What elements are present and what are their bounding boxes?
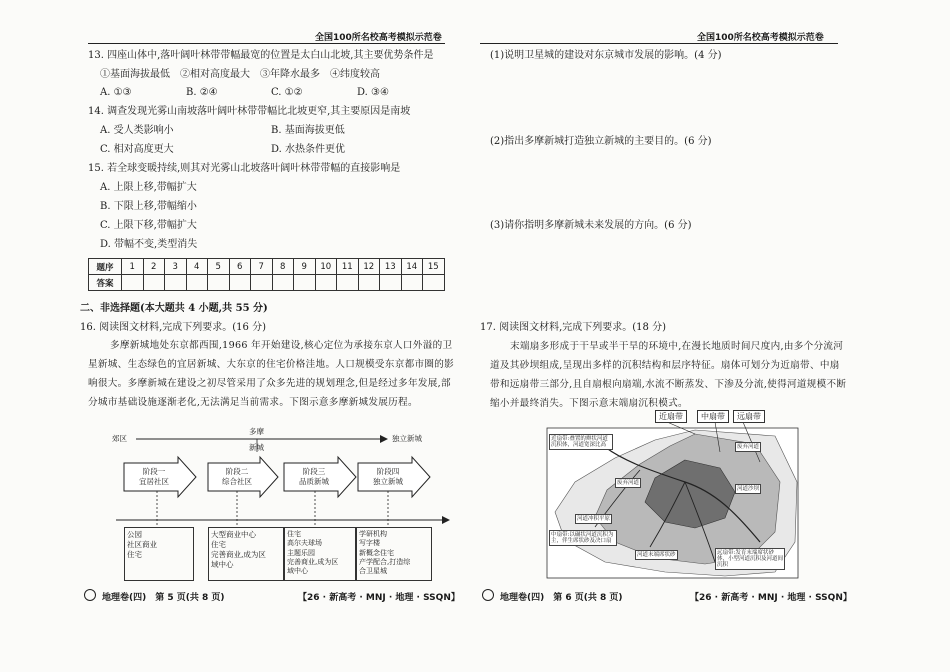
q14-option-c[interactable]: C. 相对高度更大 — [100, 144, 174, 155]
q14-option-d[interactable]: D. 水热条件更优 — [271, 144, 346, 155]
diagram-right-label: 独立新城 — [392, 434, 422, 443]
timeline-arrowhead — [442, 516, 450, 524]
q14-option-b[interactable]: B. 基面海拔更低 — [271, 125, 345, 136]
q13-option-d[interactable]: D. ③④ — [357, 87, 389, 98]
q13-option-b[interactable]: B. ②④ — [186, 87, 218, 98]
answer-table-row2-label: 答案 — [89, 275, 122, 291]
q13-stem: 13. 四座山体中,落叶阔叶林带带幅最宽的位置是太白山北坡,其主要优势条件是 — [88, 50, 434, 61]
answer-cell[interactable] — [122, 275, 144, 291]
stage-2-box — [208, 527, 284, 581]
stage-4-line1: 阶段四 — [376, 467, 400, 476]
tama-diagram — [112, 427, 452, 580]
box-4-line: 合卫星城 — [359, 567, 387, 576]
fan-label-near: 近扇带:叠置的辫状河道沉积体，河道宽深比高 — [549, 434, 613, 450]
answer-cell[interactable] — [294, 275, 316, 291]
answer-num: 8 — [272, 259, 294, 275]
q15-option-d[interactable]: D. 带幅不变,类型消失 — [100, 239, 198, 250]
left-footer-subject: 地理卷(四) 第 5 页(共 8 页) — [102, 593, 225, 603]
diagram-mid-label-bottom: 新城 — [249, 443, 264, 452]
answer-cell[interactable] — [380, 275, 402, 291]
box-4-line: 写字楼 — [359, 539, 380, 548]
q17-paragraph: 末端扇多形成于干旱或半干旱的环境中,在漫长地质时间尺度内,由多个分流河道及其砂坝组成,呈现出多样的沉积结构和层序特征。扇体可划分为近扇带、中扇带和远扇带三部分,且自扇根向扇端,水流不断蒸发、下渗及分流,使得河道规模不断缩小并最终消失。下图示意末端扇沉积模式。 — [490, 341, 847, 409]
answer-num: 9 — [294, 259, 316, 275]
box-2-line: 大型商业中心 — [211, 530, 256, 539]
q15-option-b[interactable]: B. 下限上移,带幅缩小 — [100, 201, 197, 212]
q13-option-c[interactable]: C. ①② — [271, 87, 303, 98]
fan-label-floodplain: 河道冲积平原 — [577, 516, 611, 522]
q15-option-c[interactable]: C. 上限下移,带幅扩大 — [100, 220, 197, 231]
q16-sub3: (3)请你指明多摩新城未来发展的方向。(6 分) — [490, 220, 692, 231]
q16-sub1: (1)说明卫星城的建设对东京城市发展的影响。(4 分) — [490, 50, 722, 61]
answer-cell[interactable] — [401, 275, 423, 291]
fan-label-far: 远扇带:发育末端席状砂体，小型河道沉积及河道间沉积 — [717, 550, 784, 568]
box-3-line: 住宅 — [287, 530, 301, 538]
q16-stem: 16. 阅读图文材料,完成下列要求。(16 分) — [80, 322, 266, 333]
section2-title: 二、非选择题(本大题共 4 小题,共 55 分) — [80, 303, 268, 314]
q14-stem: 14. 调查发现光雾山南坡落叶阔叶林带带幅比北坡更窄,其主要原因是南坡 — [88, 106, 411, 117]
box-1-line: 公园 — [127, 530, 142, 539]
stage-4-box — [356, 527, 432, 581]
box-4-line: 学研机构 — [359, 530, 387, 538]
box-2-line: 完善商业,成为区 — [211, 550, 266, 559]
stage-2-line2: 综合社区 — [222, 477, 252, 486]
box-1-line: 住宅 — [127, 550, 142, 559]
right-footer-code: 【26 · 新高考 · MNJ · 地理 · SSQN】 — [690, 593, 852, 603]
answer-cell[interactable] — [423, 275, 445, 291]
answer-cell[interactable] — [208, 275, 230, 291]
diagram-mid-label-top: 多摩 — [249, 427, 264, 436]
zone-near-label: 近扇带 — [655, 410, 687, 423]
answer-num: 10 — [315, 259, 337, 275]
answer-cell[interactable] — [358, 275, 380, 291]
stage-3-line2: 品质新城 — [299, 477, 329, 486]
answer-cell[interactable] — [165, 275, 187, 291]
fan-map — [545, 412, 800, 580]
answer-num: 15 — [423, 259, 445, 275]
right-footer-subject: 地理卷(四) 第 6 页(共 8 页) — [500, 593, 623, 603]
answer-num: 5 — [208, 259, 230, 275]
stage-2-line1: 阶段二 — [225, 467, 249, 476]
answer-num: 12 — [358, 259, 380, 275]
q14-option-a[interactable]: A. 受人类影响小 — [100, 125, 174, 136]
answer-cell[interactable] — [143, 275, 165, 291]
fan-label-abandoned-1: 废弃河道 — [737, 444, 760, 450]
answer-num: 11 — [337, 259, 359, 275]
box-4-line: 新概念住宅 — [359, 548, 394, 557]
answer-cell[interactable] — [251, 275, 273, 291]
stage-4-label — [360, 467, 416, 487]
answer-num: 7 — [251, 259, 273, 275]
answer-table — [88, 258, 445, 291]
stage-1-label — [126, 467, 182, 487]
answer-table-header-row — [89, 259, 445, 275]
answer-table-row1-label: 题序 — [89, 259, 122, 275]
q13-option-a[interactable]: A. ①③ — [100, 87, 132, 98]
box-1-line: 社区商业 — [127, 540, 157, 549]
q15-stem: 15. 若全球变暖持续,则其对光雾山北坡落叶阔叶林带带幅的直接影响是 — [88, 163, 401, 174]
stage-4-line2: 独立新城 — [373, 477, 403, 486]
left-header-rule — [88, 43, 445, 44]
stage-3-box — [284, 527, 356, 581]
answer-table-answer-row — [89, 275, 445, 291]
answer-num: 2 — [143, 259, 165, 275]
answer-num: 3 — [165, 259, 187, 275]
answer-cell[interactable] — [186, 275, 208, 291]
top-axis-arrowhead — [380, 435, 388, 443]
answer-cell[interactable] — [272, 275, 294, 291]
q16-sub2: (2)指出多摩新城打造独立新城的主要目的。(6 分) — [490, 136, 712, 147]
answer-num: 6 — [229, 259, 251, 275]
stage-2-label — [210, 467, 264, 487]
zone-mid-label: 中扇带 — [697, 410, 729, 423]
stage-1-line2: 宜居社区 — [139, 477, 169, 486]
q17-stem: 17. 阅读图文材料,完成下列要求。(18 分) — [480, 322, 666, 333]
answer-cell[interactable] — [229, 275, 251, 291]
box-2-line: 域中心 — [211, 560, 234, 569]
right-footer-logo-icon — [482, 589, 494, 601]
fan-label-channel-bar: 河道沙坝 — [737, 486, 760, 492]
q13-items: ①基面海拔最低 ②相对高度最大 ③年降水最多 ④纬度较高 — [100, 69, 380, 80]
box-3-line: 域中心 — [287, 567, 308, 576]
left-footer-code: 【26 · 新高考 · MNJ · 地理 · SSQN】 — [298, 593, 460, 603]
q15-option-a[interactable]: A. 上限上移,带幅扩大 — [100, 182, 197, 193]
fan-label-abandoned-2: 废弃河道 — [617, 480, 640, 486]
stage-1-box — [124, 527, 194, 581]
answer-num: 1 — [122, 259, 144, 275]
left-footer-logo-icon — [84, 589, 96, 601]
stage-1-line1: 阶段一 — [142, 467, 166, 476]
left-header-title: 全国100所名校高考模拟示范卷 — [315, 33, 442, 43]
right-header-rule — [480, 43, 838, 44]
box-3-line: 完善商业,成为区 — [287, 557, 339, 566]
box-4-line: 产学配合,打造综 — [359, 557, 411, 566]
answer-num: 4 — [186, 259, 208, 275]
q16-paragraph: 多摩新城地处东京都西围,1966 年开始建设,核心定位为承接东京人口外溢的卫星新城、生态绿色的宜居新城、大东京的住宅价格洼地。人口规模受东京都市圈的影响很大。多摩新城在建设之初尽管采用了众多先进的规划理念,但是经过多年发展,部分城市基础设施逐渐老化,无法满足当前需求。下图示意多摩新城发展历程。 — [88, 340, 455, 408]
answer-cell[interactable] — [337, 275, 359, 291]
box-2-line: 住宅 — [211, 540, 226, 549]
fan-label-terminal-sheet: 河道末端席状砂 — [637, 552, 676, 558]
box-3-line: 高尔夫球场 — [287, 539, 322, 548]
answer-cell[interactable] — [315, 275, 337, 291]
right-header-title: 全国100所名校高考模拟示范卷 — [697, 33, 824, 43]
fan-label-mid: 中扇带:以碾状河道沉积为主，伴生席状砂及决口扇 — [549, 530, 617, 546]
stage-3-line1: 阶段三 — [302, 467, 326, 476]
answer-num: 13 — [380, 259, 402, 275]
stage-3-label — [286, 467, 342, 487]
answer-num: 14 — [401, 259, 423, 275]
zone-far-label: 远扇带 — [733, 410, 765, 423]
box-3-line: 主题乐园 — [287, 548, 315, 557]
diagram-left-label: 郊区 — [112, 434, 127, 443]
